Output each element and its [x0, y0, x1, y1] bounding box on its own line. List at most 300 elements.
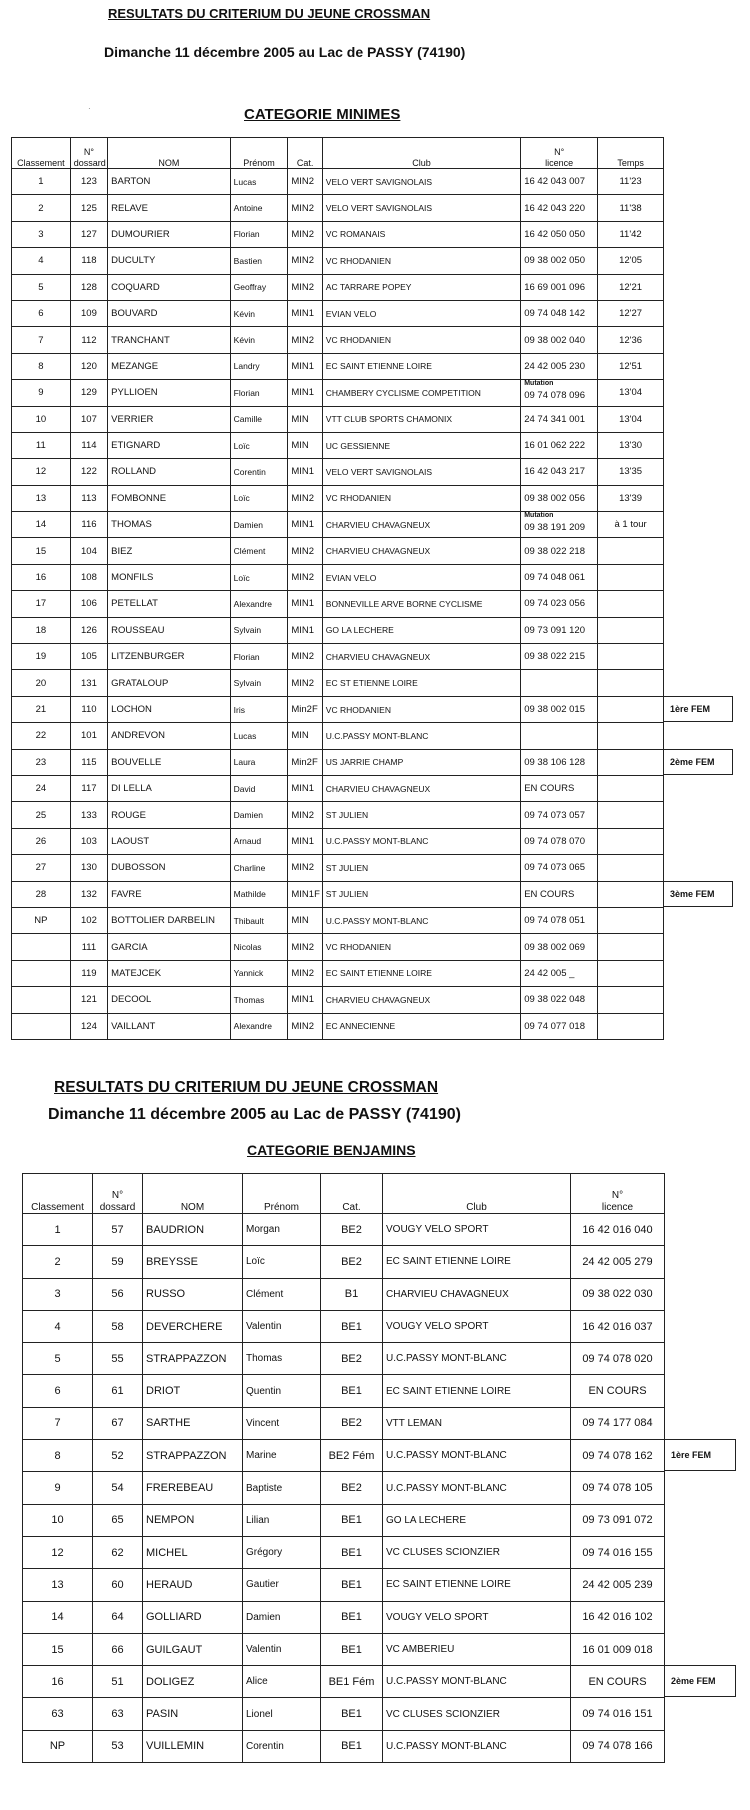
- licence-cell: [521, 274, 598, 300]
- firstname-cell: Florian: [230, 221, 288, 247]
- table-row: [12, 934, 664, 960]
- licence-value: 09 74 078 051: [524, 915, 585, 927]
- licence-value: 16 42 043 217: [524, 466, 585, 478]
- name-cell: COQUARD: [108, 274, 231, 300]
- firstname-cell: Marine: [243, 1440, 321, 1472]
- name-cell: MATEJCEK: [108, 960, 231, 986]
- licence-cell: [521, 670, 598, 696]
- licence-value: 09 38 002 050: [524, 255, 585, 267]
- rank-cell: 1: [23, 1214, 93, 1246]
- category-cell: Min2F: [288, 749, 322, 775]
- name-cell: ROUGE: [108, 802, 231, 828]
- bib-cell: 63: [93, 1698, 143, 1730]
- name-cell: DECOOL: [108, 987, 231, 1013]
- licence-value: 16 69 001 096: [524, 281, 585, 293]
- category-cell: MIN2: [288, 327, 322, 353]
- mutation-label: Mutation: [524, 380, 554, 388]
- firstname-cell: Bastien: [230, 248, 288, 274]
- licence-cell: [521, 591, 598, 617]
- bib-cell: 54: [93, 1472, 143, 1504]
- category-cell: MIN1: [288, 300, 322, 326]
- name-cell: BREYSSE: [143, 1246, 243, 1278]
- licence-cell: [521, 802, 598, 828]
- name-cell: PETELLAT: [108, 591, 231, 617]
- licence-cell: 16 01 009 018: [571, 1633, 665, 1665]
- name-cell: DUBOSSON: [108, 855, 231, 881]
- table-row: [12, 248, 664, 274]
- name-cell: DUCULTY: [108, 248, 231, 274]
- bib-cell: 66: [93, 1633, 143, 1665]
- club-cell: VC RHODANIEN: [322, 485, 520, 511]
- club-cell: VC AMBERIEU: [383, 1633, 571, 1665]
- licence-value: EN COURS: [524, 888, 575, 900]
- rank-cell: NP: [23, 1730, 93, 1762]
- licence-value: 09 74 078 070: [524, 835, 585, 847]
- licence-value: 09 74 073 057: [524, 809, 585, 821]
- club-cell: CHARVIEU CHAVAGNEUX: [322, 538, 520, 564]
- club-cell: EC SAINT ETIENNE LOIRE: [383, 1375, 571, 1407]
- rank-cell: 28: [12, 881, 71, 907]
- category-cell: MIN: [288, 907, 322, 933]
- table-row: [12, 169, 664, 195]
- rank-cell: 4: [23, 1310, 93, 1342]
- rank-cell: 8: [12, 353, 71, 379]
- category-cell: BE2: [321, 1214, 383, 1246]
- doc1-category: CATEGORIE MINIMES: [244, 106, 401, 123]
- category-cell: MIN2: [288, 274, 322, 300]
- name-cell: VAILLANT: [108, 1013, 231, 1039]
- licence-cell: 09 74 078 166: [571, 1730, 665, 1762]
- bib-cell: 122: [70, 459, 107, 485]
- firstname-cell: Baptiste: [243, 1472, 321, 1504]
- time-cell: 13'04: [598, 380, 664, 406]
- rank-cell: 16: [12, 564, 71, 590]
- rank-cell: 5: [12, 274, 71, 300]
- bib-cell: 110: [70, 696, 107, 722]
- bib-cell: 126: [70, 617, 107, 643]
- rank-cell: 19: [12, 644, 71, 670]
- rank-cell: 7: [23, 1407, 93, 1439]
- category-cell: BE1: [321, 1730, 383, 1762]
- club-cell: US JARRIE CHAMP: [322, 749, 520, 775]
- table-row: [12, 617, 664, 643]
- table-row: [12, 485, 664, 511]
- firstname-cell: David: [230, 775, 288, 801]
- licence-cell: [521, 696, 598, 722]
- bib-cell: 64: [93, 1601, 143, 1633]
- firstname-cell: Florian: [230, 644, 288, 670]
- rank-cell: 2: [12, 195, 71, 221]
- time-cell: 12'51: [598, 353, 664, 379]
- col-nom: NOM: [143, 1174, 243, 1214]
- time-cell: [598, 670, 664, 696]
- name-cell: GARCIA: [108, 934, 231, 960]
- licence-cell: [521, 248, 598, 274]
- club-cell: U.C.PASSY MONT-BLANC: [383, 1343, 571, 1375]
- licence-value: EN COURS: [524, 783, 575, 795]
- time-cell: 12'21: [598, 274, 664, 300]
- name-cell: STRAPPAZZON: [143, 1343, 243, 1375]
- firstname-cell: Corentin: [230, 459, 288, 485]
- licence-cell: [521, 1013, 598, 1039]
- club-cell: U.C.PASSY MONT-BLANC: [322, 723, 520, 749]
- col-licence: N° licence: [521, 138, 598, 169]
- rank-cell: 18: [12, 617, 71, 643]
- bib-cell: 65: [93, 1504, 143, 1536]
- time-cell: [598, 644, 664, 670]
- category-cell: BE2: [321, 1407, 383, 1439]
- club-cell: EVIAN VELO: [322, 300, 520, 326]
- table-row: [23, 1504, 665, 1536]
- firstname-cell: Kévin: [230, 327, 288, 353]
- firstname-cell: Clément: [230, 538, 288, 564]
- bib-cell: 117: [70, 775, 107, 801]
- rank-cell: 8: [23, 1440, 93, 1472]
- licence-cell: [521, 907, 598, 933]
- category-cell: BE2 Fém: [321, 1440, 383, 1472]
- table-row: [12, 300, 664, 326]
- bib-cell: 108: [70, 564, 107, 590]
- category-cell: MIN1: [288, 353, 322, 379]
- licence-value: 09 38 022 048: [524, 994, 585, 1006]
- licence-value: 09 73 091 120: [524, 624, 585, 636]
- bib-cell: 59: [93, 1246, 143, 1278]
- time-cell: 12'05: [598, 248, 664, 274]
- licence-cell: 24 42 005 239: [571, 1569, 665, 1601]
- bib-cell: 104: [70, 538, 107, 564]
- firstname-cell: Thomas: [243, 1343, 321, 1375]
- licence-cell: 24 42 005 279: [571, 1246, 665, 1278]
- table-row: [12, 960, 664, 986]
- club-cell: AC TARRARE POPEY: [322, 274, 520, 300]
- category-cell: MIN1: [288, 987, 322, 1013]
- rank-cell: [12, 1013, 71, 1039]
- licence-cell: [521, 723, 598, 749]
- table-row: [12, 828, 664, 854]
- club-cell: EVIAN VELO: [322, 564, 520, 590]
- doc2-category: CATEGORIE BENJAMINS: [247, 1142, 416, 1158]
- category-cell: BE1: [321, 1310, 383, 1342]
- bib-cell: 133: [70, 802, 107, 828]
- rank-cell: 13: [23, 1569, 93, 1601]
- bib-cell: 105: [70, 644, 107, 670]
- rank-cell: 63: [23, 1698, 93, 1730]
- time-cell: 13'39: [598, 485, 664, 511]
- col-cat: Cat.: [288, 138, 322, 169]
- time-cell: 13'35: [598, 459, 664, 485]
- time-cell: 11'23: [598, 169, 664, 195]
- bib-cell: 120: [70, 353, 107, 379]
- firstname-cell: Sylvain: [230, 617, 288, 643]
- col-licence: N° licence: [571, 1174, 665, 1214]
- rank-cell: 9: [12, 380, 71, 406]
- category-cell: MIN1F: [288, 881, 322, 907]
- name-cell: HERAUD: [143, 1569, 243, 1601]
- licence-value: 09 74 078 096: [524, 390, 585, 402]
- category-cell: MIN2: [288, 934, 322, 960]
- table-row: [12, 644, 664, 670]
- time-cell: 11'38: [598, 195, 664, 221]
- licence-cell: [521, 221, 598, 247]
- club-cell: GO LA LECHERE: [322, 617, 520, 643]
- table-row: [23, 1601, 665, 1633]
- firstname-cell: Alice: [243, 1666, 321, 1698]
- category-cell: MIN2: [288, 855, 322, 881]
- licence-value: 09 38 002 040: [524, 334, 585, 346]
- club-cell: EC ANNECIENNE: [322, 1013, 520, 1039]
- col-classement: Classement: [12, 138, 71, 169]
- licence-cell: [521, 644, 598, 670]
- bib-cell: 101: [70, 723, 107, 749]
- firstname-cell: Morgan: [243, 1214, 321, 1246]
- time-cell: [598, 564, 664, 590]
- rank-cell: 1: [12, 169, 71, 195]
- time-cell: 13'04: [598, 406, 664, 432]
- time-cell: [598, 749, 664, 775]
- firstname-cell: Loïc: [230, 432, 288, 458]
- licence-cell: EN COURS: [571, 1666, 665, 1698]
- licence-value: 09 38 002 015: [524, 704, 585, 715]
- bib-cell: 61: [93, 1375, 143, 1407]
- bib-cell: 109: [70, 300, 107, 326]
- table-row: [23, 1633, 665, 1665]
- bib-cell: 124: [70, 1013, 107, 1039]
- rank-cell: [12, 987, 71, 1013]
- name-cell: DI LELLA: [108, 775, 231, 801]
- name-cell: MEZANGE: [108, 353, 231, 379]
- bib-cell: 113: [70, 485, 107, 511]
- name-cell: THOMAS: [108, 512, 231, 538]
- bib-cell: 118: [70, 248, 107, 274]
- name-cell: ANDREVON: [108, 723, 231, 749]
- fem-note-box: 1ère FEM: [664, 696, 733, 722]
- bib-cell: 123: [70, 169, 107, 195]
- licence-cell: [521, 380, 598, 406]
- rank-cell: 15: [12, 538, 71, 564]
- licence-cell: 09 74 078 162: [571, 1440, 665, 1472]
- table-row: [12, 195, 664, 221]
- licence-value: 24 42 005 230: [524, 360, 585, 372]
- name-cell: LAOUST: [108, 828, 231, 854]
- table-row: [23, 1214, 665, 1246]
- time-cell: [598, 1013, 664, 1039]
- time-cell: [598, 617, 664, 643]
- firstname-cell: Iris: [230, 696, 288, 722]
- category-cell: BE2: [321, 1343, 383, 1375]
- name-cell: DOLIGEZ: [143, 1666, 243, 1698]
- rank-cell: 21: [12, 696, 71, 722]
- doc2-title: RESULTATS DU CRITERIUM DU JEUNE CROSSMAN: [54, 1079, 439, 1096]
- club-cell: EC SAINT ETIENNE LOIRE: [383, 1569, 571, 1601]
- time-cell: [598, 591, 664, 617]
- licence-cell: 16 42 016 040: [571, 1214, 665, 1246]
- rank-cell: 15: [23, 1633, 93, 1665]
- licence-cell: 09 74 078 020: [571, 1343, 665, 1375]
- licence-value: 16 42 043 007: [524, 176, 585, 188]
- name-cell: MICHEL: [143, 1536, 243, 1568]
- table-row: [12, 802, 664, 828]
- licence-cell: [521, 195, 598, 221]
- licence-value: 16 01 062 222: [524, 440, 585, 452]
- club-cell: EC SAINT ETIENNE LOIRE: [322, 960, 520, 986]
- name-cell: NEMPON: [143, 1504, 243, 1536]
- category-cell: MIN: [288, 723, 322, 749]
- time-cell: [598, 907, 664, 933]
- name-cell: LOCHON: [108, 696, 231, 722]
- time-cell: [598, 934, 664, 960]
- table-row: [23, 1569, 665, 1601]
- bib-cell: 116: [70, 512, 107, 538]
- fem-note-box: 2ème FEM: [665, 1665, 736, 1697]
- club-cell: VC CLUSES SCIONZIER: [383, 1536, 571, 1568]
- table-row: [12, 564, 664, 590]
- club-cell: VOUGY VELO SPORT: [383, 1601, 571, 1633]
- table-row: [23, 1375, 665, 1407]
- category-cell: MIN2: [288, 644, 322, 670]
- club-cell: CHARVIEU CHAVAGNEUX: [322, 644, 520, 670]
- licence-value: 09 38 002 069: [524, 941, 585, 953]
- table-row: [12, 855, 664, 881]
- firstname-cell: Lilian: [243, 1504, 321, 1536]
- category-cell: MIN1: [288, 591, 322, 617]
- licence-cell: [521, 327, 598, 353]
- bib-cell: 102: [70, 907, 107, 933]
- club-cell: GO LA LECHERE: [383, 1504, 571, 1536]
- name-cell: ETIGNARD: [108, 432, 231, 458]
- category-cell: BE1: [321, 1633, 383, 1665]
- firstname-cell: Vincent: [243, 1407, 321, 1439]
- rank-cell: 2: [23, 1246, 93, 1278]
- rank-cell: 20: [12, 670, 71, 696]
- firstname-cell: Charline: [230, 855, 288, 881]
- licence-cell: 09 73 091 072: [571, 1504, 665, 1536]
- bib-cell: 115: [70, 749, 107, 775]
- licence-cell: 16 42 016 037: [571, 1310, 665, 1342]
- bib-cell: 114: [70, 432, 107, 458]
- table-row: [12, 987, 664, 1013]
- category-cell: MIN2: [288, 802, 322, 828]
- name-cell: STRAPPAZZON: [143, 1440, 243, 1472]
- firstname-cell: Thomas: [230, 987, 288, 1013]
- bib-cell: 57: [93, 1214, 143, 1246]
- club-cell: CHAMBERY CYCLISME COMPETITION: [322, 380, 520, 406]
- col-club: Club: [322, 138, 520, 169]
- licence-value: 09 38 106 128: [524, 756, 585, 768]
- club-cell: U.C.PASSY MONT-BLANC: [322, 907, 520, 933]
- name-cell: ROLLAND: [108, 459, 231, 485]
- licence-cell: [521, 406, 598, 432]
- rank-cell: 3: [12, 221, 71, 247]
- table-row: [12, 775, 664, 801]
- bib-cell: 111: [70, 934, 107, 960]
- bib-cell: 128: [70, 274, 107, 300]
- col-club: Club: [383, 1174, 571, 1214]
- table-row: [12, 406, 664, 432]
- club-cell: ST JULIEN: [322, 855, 520, 881]
- name-cell: GOLLIARD: [143, 1601, 243, 1633]
- table-row: [23, 1407, 665, 1439]
- bib-cell: 106: [70, 591, 107, 617]
- club-cell: U.C.PASSY MONT-BLANC: [383, 1730, 571, 1762]
- category-cell: MIN1: [288, 775, 322, 801]
- time-cell: [598, 538, 664, 564]
- category-cell: BE1: [321, 1601, 383, 1633]
- category-cell: Min2F: [288, 696, 322, 722]
- firstname-cell: Quentin: [243, 1375, 321, 1407]
- bib-cell: 51: [93, 1666, 143, 1698]
- mutation-label: Mutation: [524, 512, 554, 520]
- rank-cell: 5: [23, 1343, 93, 1375]
- licence-cell: [521, 749, 598, 775]
- category-cell: MIN1: [288, 617, 322, 643]
- firstname-cell: Grégory: [243, 1536, 321, 1568]
- bib-cell: 67: [93, 1407, 143, 1439]
- club-cell: CHARVIEU CHAVAGNEUX: [322, 987, 520, 1013]
- rank-cell: 14: [12, 512, 71, 538]
- table-row: [23, 1310, 665, 1342]
- firstname-cell: Valentin: [243, 1310, 321, 1342]
- name-cell: FOMBONNE: [108, 485, 231, 511]
- table-row: [12, 274, 664, 300]
- licence-cell: [521, 169, 598, 195]
- firstname-cell: Alexandre: [230, 591, 288, 617]
- table-row: [12, 749, 664, 775]
- doc1-subtitle: Dimanche 11 décembre 2005 au Lac de PASSY (74190): [104, 44, 466, 60]
- bib-cell: 131: [70, 670, 107, 696]
- firstname-cell: Lucas: [230, 723, 288, 749]
- category-cell: MIN1: [288, 512, 322, 538]
- table-row: [12, 723, 664, 749]
- club-cell: VELO VERT SAVIGNOLAIS: [322, 195, 520, 221]
- category-cell: BE1: [321, 1504, 383, 1536]
- licence-cell: [521, 828, 598, 854]
- firstname-cell: Laura: [230, 749, 288, 775]
- table-row: [12, 432, 664, 458]
- time-cell: [598, 775, 664, 801]
- category-cell: BE1: [321, 1536, 383, 1568]
- rank-cell: 17: [12, 591, 71, 617]
- table-row: [12, 538, 664, 564]
- club-cell: EC ST ETIENNE LOIRE: [322, 670, 520, 696]
- category-cell: MIN2: [288, 538, 322, 564]
- rank-cell: 10: [23, 1504, 93, 1536]
- time-cell: [598, 881, 664, 907]
- firstname-cell: Damien: [230, 802, 288, 828]
- licence-value: 09 38 191 209: [524, 522, 585, 534]
- licence-cell: [521, 934, 598, 960]
- firstname-cell: Sylvain: [230, 670, 288, 696]
- bib-cell: 58: [93, 1310, 143, 1342]
- firstname-cell: Kévin: [230, 300, 288, 326]
- bib-cell: 62: [93, 1536, 143, 1568]
- licence-cell: 09 74 016 155: [571, 1536, 665, 1568]
- col-prenom: Prénom: [243, 1174, 321, 1214]
- table-row: [12, 380, 664, 406]
- name-cell: TRANCHANT: [108, 327, 231, 353]
- bib-cell: 112: [70, 327, 107, 353]
- licence-cell: [521, 432, 598, 458]
- bib-cell: 125: [70, 195, 107, 221]
- table-row: [12, 591, 664, 617]
- club-cell: CHARVIEU CHAVAGNEUX: [383, 1278, 571, 1310]
- club-cell: VELO VERT SAVIGNOLAIS: [322, 169, 520, 195]
- name-cell: LITZENBURGER: [108, 644, 231, 670]
- firstname-cell: Valentin: [243, 1633, 321, 1665]
- name-cell: VERRIER: [108, 406, 231, 432]
- rank-cell: [12, 934, 71, 960]
- doc1-title: RESULTATS DU CRITERIUM DU JEUNE CROSSMAN: [108, 6, 431, 21]
- rank-cell: 14: [23, 1601, 93, 1633]
